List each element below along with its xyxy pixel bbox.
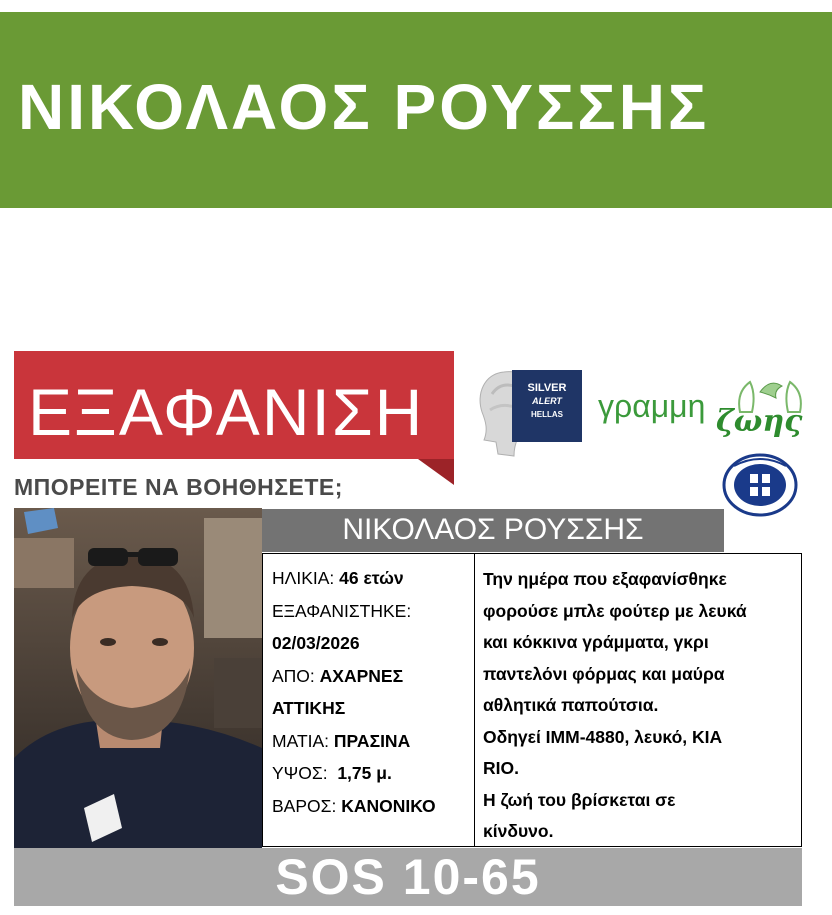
age-label: ΗΛΙΚΙΑ: xyxy=(272,568,335,588)
person-photo xyxy=(14,508,262,848)
silver-line-3: HELLAS xyxy=(531,410,563,419)
weight-label: ΒΑΡΟΣ: xyxy=(272,795,337,816)
height-label: ΥΨΟΣ: xyxy=(272,763,328,783)
weight-row xyxy=(272,790,436,823)
grammi-logo-text: γραμμη xyxy=(598,388,706,424)
from-label: ΑΠΟ: xyxy=(272,665,315,686)
description-line-1: Την ημέρα που εξαφανίσθηκε xyxy=(483,569,727,589)
weight-value: ΚΑΝΟΝΙΚΟ xyxy=(341,795,436,816)
age-value: 46 ετών xyxy=(339,568,404,588)
hands-dove-icon xyxy=(732,372,808,418)
info-divider xyxy=(474,553,475,847)
from-row xyxy=(272,660,436,693)
description-line-5: αθλητικά παπούτσια. xyxy=(483,695,659,715)
description-line-2: φορούσε μπλε φούτερ με λευκά xyxy=(483,600,747,621)
person-name: ΝΙΚΟΛΑΟΣ ΡΟΥΣΣΗΣ xyxy=(342,513,644,546)
sos-hotline: SOS 10-65 xyxy=(275,849,541,905)
description-line-8: Η ζωή του βρίσκεται σε xyxy=(483,789,676,810)
help-subtitle: ΜΠΟΡΕΙΤΕ ΝΑ ΒΟΗΘΗΣΕΤΕ; xyxy=(14,474,343,500)
age-row xyxy=(272,562,436,595)
banner-fold-decoration xyxy=(418,459,454,485)
eyes-value: ΠΡΑΣΙΝΑ xyxy=(333,730,411,751)
description-line-3: και κόκκινα γράμματα, γκρι xyxy=(483,632,709,652)
silver-alert-box xyxy=(512,370,582,442)
description-text xyxy=(483,564,795,848)
missing-label: ΕΞΑΦΑΝΙΣΤΗΚΕ: xyxy=(272,600,412,621)
silver-line-2: ALERT xyxy=(532,396,562,406)
description-line-6: Οδηγεί ΙΜΜ-4880, λευκό, KIA xyxy=(483,726,723,747)
person-photo-illustration xyxy=(14,508,262,848)
silver-line-1: SILVER xyxy=(527,382,567,394)
eyes-label: ΜΑΤΙΑ: xyxy=(272,730,330,751)
missing-date: 02/03/2026 xyxy=(272,633,360,653)
grammi-logo-script: ζωης xyxy=(716,404,803,439)
description-line-7: RIO. xyxy=(483,758,519,778)
height-row xyxy=(272,757,436,790)
eyes-row xyxy=(272,725,436,758)
police-emblem-icon xyxy=(720,452,800,518)
from-value-2: ΑΤΤΙΚΗΣ xyxy=(272,698,346,718)
description-line-4: παντελόνι φόρμας και μαύρα xyxy=(483,663,725,684)
missing-title: ΕΞΑΦΑΝΙΣΗ xyxy=(28,375,425,449)
height-value: 1,75 μ. xyxy=(337,763,392,783)
from-value-1: ΑΧΑΡΝΕΣ xyxy=(319,665,404,686)
description-line-9: κίνδυνο. xyxy=(483,821,554,841)
person-details xyxy=(272,562,436,822)
header-title: ΝΙΚΟΛΑΟΣ ΡΟΥΣΣΗΣ xyxy=(18,71,710,143)
